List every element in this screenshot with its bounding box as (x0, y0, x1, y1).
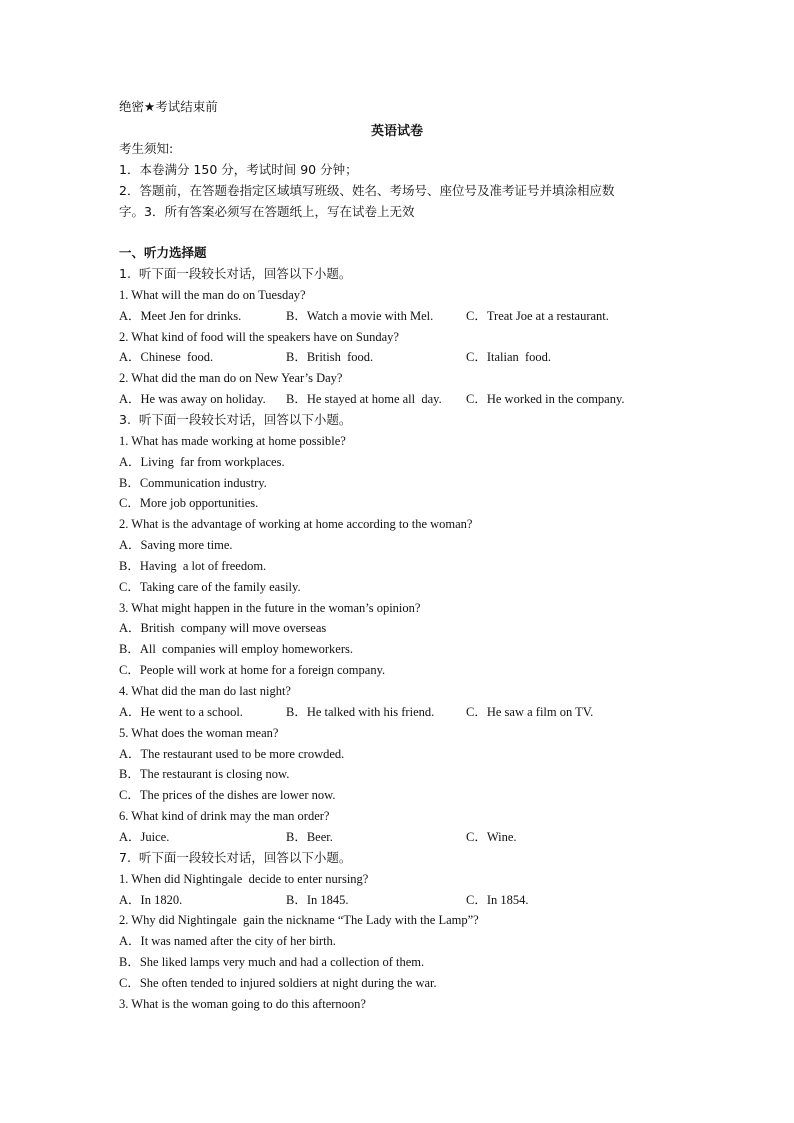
notice-item-2: 2．答题前，在答题卷指定区域填写班级、姓名、考场号、座位号及准考证号并填涂相应数 (119, 183, 615, 198)
option-a: A．He was away on holiday. (119, 392, 266, 406)
part-instruction: 3. 听下面一段较长对话，回答以下小题。 (119, 412, 352, 427)
option-c: C．He worked in the company. (466, 392, 625, 406)
option-c: C．He saw a film on TV. (466, 705, 594, 719)
notice-heading: 考生须知: (119, 141, 174, 156)
option-b: B．British food. (286, 350, 374, 364)
option-b: B．He talked with his friend. (286, 705, 435, 719)
question-line: 1. When did Nightingale decide to enter nursing? (119, 872, 369, 886)
question-line: C．The prices of the dishes are lower now. (119, 788, 336, 802)
question-line: C．People will work at home for a foreign company. (119, 663, 386, 677)
part-instruction: 7. 听下面一段较长对话，回答以下小题。 (119, 850, 352, 865)
question-line: A．Saving more time. (119, 538, 233, 552)
option-a: A．Juice. (119, 830, 170, 844)
question-line: B．The restaurant is closing now. (119, 767, 290, 781)
question-line: C．Taking care of the family easily. (119, 580, 301, 594)
option-a: A．In 1820. (119, 893, 183, 907)
option-c: C．Treat Joe at a restaurant. (466, 309, 609, 323)
notice-item-1: 1．本卷满分 150 分，考试时间 90 分钟； (119, 162, 358, 177)
exam-title: 英语试卷 (370, 124, 423, 139)
question-line: A．Living far from workplaces. (119, 455, 285, 469)
question-line: A．It was named after the city of her birth. (119, 934, 336, 948)
question-line: B．Having a lot of freedom. (119, 559, 267, 573)
notice-item-2-cont: 字。3．所有答案必须写在答题纸上，写在试卷上无效 (119, 204, 415, 219)
option-c: C．Italian food. (466, 350, 552, 364)
option-a: A．He went to a school. (119, 705, 243, 719)
question-line: C．She often tended to injured soldiers at night during the war. (119, 976, 437, 990)
question-line: 1. What will the man do on Tuesday? (119, 288, 306, 302)
question-line: 2. Why did Nightingale gain the nickname “The Lady with the Lamp”? (119, 913, 479, 927)
question-line: 1. What has made working at home possible? (119, 434, 346, 448)
option-b: B．He stayed at home all day. (286, 392, 442, 406)
question-line: 2. What is the advantage of working at home according to the woman? (119, 517, 473, 531)
question-line: B．All companies will employ homeworkers. (119, 642, 353, 656)
option-b: B．In 1845. (286, 893, 349, 907)
question-line: 2. What kind of food will the speakers have on Sunday? (119, 330, 399, 344)
confidential-label: 绝密★考试结束前 (119, 99, 218, 114)
question-line: 3. What is the woman going to do this afternoon? (119, 997, 366, 1011)
question-line: 3. What might happen in the future in the woman’s opinion? (119, 601, 421, 615)
section-heading: 一、听力选择题 (119, 245, 207, 260)
question-line: 4. What did the man do last night? (119, 684, 291, 698)
option-b: B．Watch a movie with Mel. (286, 309, 434, 323)
part-instruction: 1. 听下面一段较长对话，回答以下小题。 (119, 266, 352, 281)
question-line: A．The restaurant used to be more crowded. (119, 747, 345, 761)
option-c: C．Wine. (466, 830, 517, 844)
question-line: B．She liked lamps very much and had a collection of them. (119, 955, 425, 969)
option-b: B．Beer. (286, 830, 333, 844)
question-line: 5. What does the woman mean? (119, 726, 279, 740)
question-line: B．Communication industry. (119, 476, 267, 490)
option-c: C．In 1854. (466, 893, 529, 907)
option-a: A．Chinese food. (119, 350, 214, 364)
question-line: 6. What kind of drink may the man order? (119, 809, 330, 823)
question-line: 2. What did the man do on New Year’s Day? (119, 371, 343, 385)
option-a: A．Meet Jen for drinks. (119, 309, 242, 323)
question-line: A．British company will move overseas (119, 621, 327, 635)
question-line: C．More job opportunities. (119, 496, 259, 510)
